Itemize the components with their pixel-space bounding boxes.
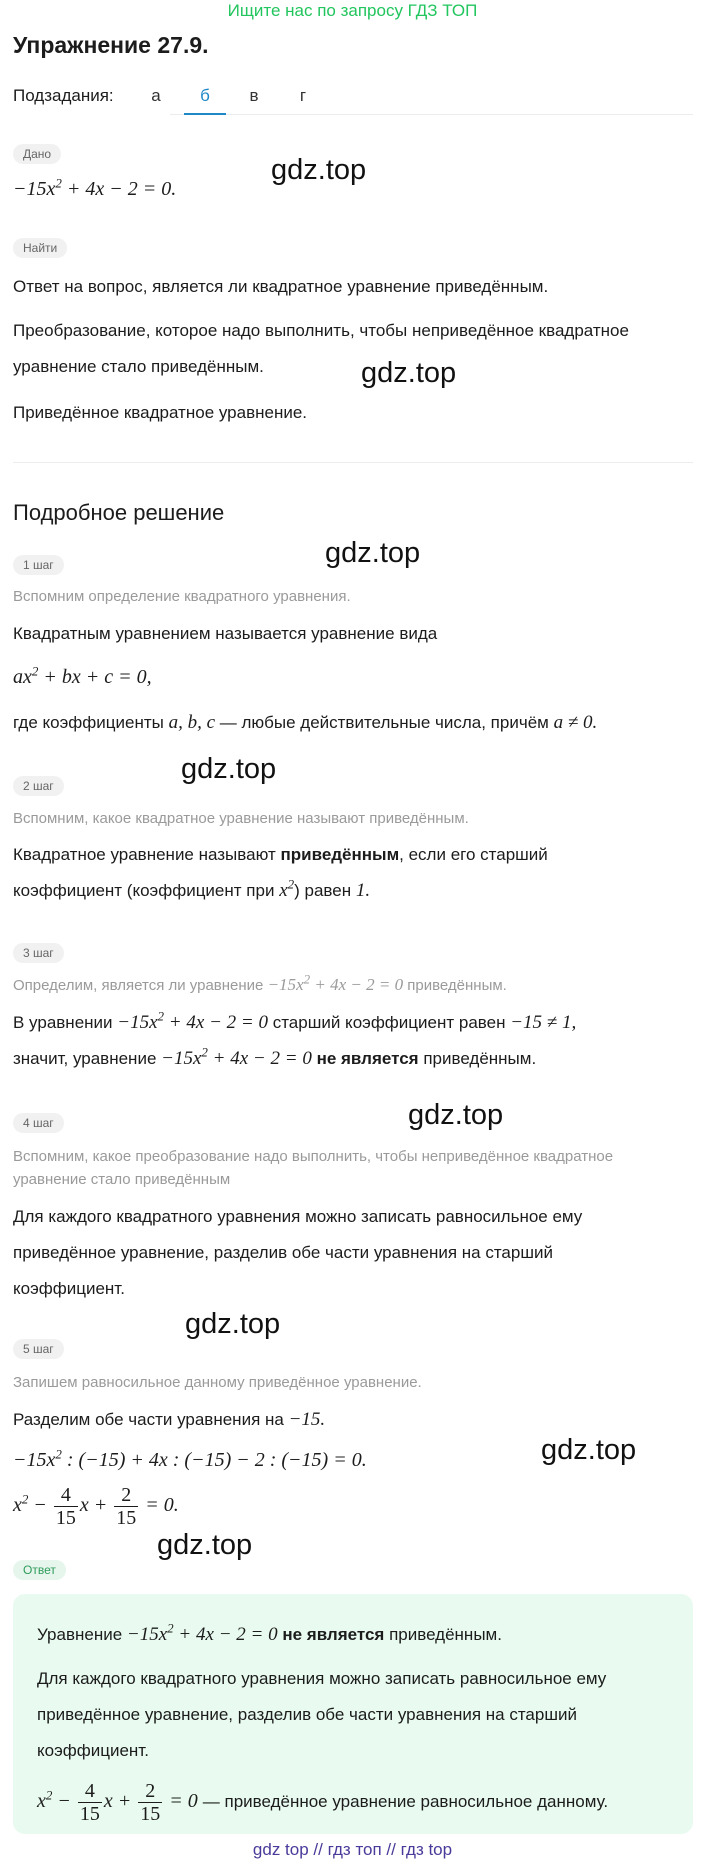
step-3-pill: 3 шаг bbox=[13, 943, 64, 963]
answer-fraction-2-15: $\frac{2}{15}$ bbox=[140, 1780, 161, 1825]
step-5-pill: 5 шаг bbox=[13, 1339, 64, 1359]
step-3-text-b: старший коэффициент равен bbox=[272, 1013, 506, 1032]
step-5-division: $-15x^2$ : (−15) + 4x : (−15) − 2 : (−15) = 0. bbox=[13, 1446, 367, 1471]
page-title: Упражнение 27.9. bbox=[13, 32, 209, 58]
answer-eq: $-15x^2 + 4x - 2 = 0$ bbox=[126, 1620, 278, 1645]
watermark: gdz.top bbox=[541, 1434, 637, 1466]
tab-b[interactable]: б bbox=[200, 86, 210, 105]
step-3-hint-text: Определим, является ли уравнение bbox=[13, 977, 264, 994]
step-3-text-d: приведённым. bbox=[423, 1049, 537, 1068]
subtasks-label: Подзадания: bbox=[13, 86, 114, 105]
step-2-line-2 bbox=[13, 876, 371, 902]
step-2-text-b: , если его старший bbox=[399, 845, 548, 864]
step-1-line-1: Квадратным уравнением называется уравнение вида bbox=[13, 624, 438, 643]
step-1-coeffs: a, b, c bbox=[168, 712, 216, 733]
answer-para-3: коэффициент. bbox=[37, 1741, 149, 1760]
step-3-neq: −15 ≠ 1, bbox=[510, 1012, 577, 1033]
watermark: gdz.top bbox=[271, 154, 367, 186]
step-4-pill: 4 шаг bbox=[13, 1113, 64, 1133]
answer-para-2: приведённое уравнение, разделив обе части уравнения на старший bbox=[37, 1705, 577, 1724]
find-item-1: Ответ на вопрос, является ли квадратное уравнение приведённым. bbox=[13, 277, 549, 296]
top-banner[interactable]: Ищите нас по запросу ГДЗ ТОП bbox=[227, 1, 478, 20]
step-2-text-a: Квадратное уравнение называют bbox=[13, 845, 276, 864]
watermark: gdz.top bbox=[185, 1308, 281, 1340]
step-2-one: 1. bbox=[355, 880, 371, 901]
step-5-hint: Запишем равносильное данному приведённое уравнение. bbox=[13, 1374, 422, 1391]
active-tab-indicator bbox=[184, 113, 226, 115]
answer-text-b: приведённым. bbox=[389, 1625, 502, 1644]
answer-text-a: Уравнение bbox=[37, 1625, 123, 1644]
step-3-hint-math: $-15x^2 + 4x - 2 = 0$ bbox=[267, 971, 404, 994]
step-4-hint-2: уравнение стало приведённым bbox=[13, 1171, 231, 1188]
watermark: gdz.top bbox=[157, 1529, 253, 1561]
step-3-hint bbox=[13, 971, 507, 995]
find-item-3: Приведённое квадратное уравнение. bbox=[13, 403, 308, 422]
step-1-line-2 bbox=[13, 712, 597, 734]
answer-pill: Ответ bbox=[13, 1560, 66, 1580]
step-3-hint-tail: приведённым. bbox=[407, 977, 507, 994]
footer-links[interactable]: gdz top // гдз топ // гдз top bbox=[252, 1840, 453, 1859]
answer-final: $x^2$ − $\frac{4}{15}$ x + $\frac{2}{15}$ = 0 — приведённое уравнение равносильное данному. bbox=[37, 1780, 609, 1825]
watermark: gdz.top bbox=[325, 537, 421, 569]
step-3-text-c: значит, уравнение bbox=[13, 1049, 157, 1068]
step-1-formula: $ax^2$ + bx + c = 0, bbox=[13, 663, 152, 688]
step-2-line-1 bbox=[13, 845, 548, 865]
answer-bold: не является bbox=[282, 1625, 385, 1644]
step-3-text-a: В уравнении bbox=[13, 1013, 113, 1032]
step-1-text-a: где коэффициенты bbox=[13, 713, 164, 732]
step-3-eq: $-15x^2 + 4x - 2 = 0$ bbox=[117, 1008, 268, 1033]
step-2-hint: Вспомним, какое квадратное уравнение называют приведённым. bbox=[13, 810, 469, 827]
fraction-4-15: $\frac{4}{15}$ bbox=[55, 1484, 76, 1529]
step-4-line-3: коэффициент. bbox=[13, 1279, 125, 1298]
solution-title: Подробное решение bbox=[13, 500, 225, 525]
tab-v[interactable]: в bbox=[249, 86, 259, 105]
step-4-line-1: Для каждого квадратного уравнения можно записать равносильное ему bbox=[13, 1207, 583, 1226]
step-4-hint-1: Вспомним, какое преобразование надо выполнить, чтобы неприведённое квадратное bbox=[13, 1148, 614, 1165]
step-5-line-1 bbox=[13, 1409, 325, 1431]
step-2-text-c: коэффициент (коэффициент при bbox=[13, 881, 275, 900]
answer-fraction-4-15: $\frac{4}{15}$ bbox=[79, 1780, 100, 1825]
step-4-line-2: приведённое уравнение, разделив обе части уравнения на старший bbox=[13, 1243, 553, 1262]
watermark: gdz.top bbox=[181, 753, 277, 785]
given-pill: Дано bbox=[13, 144, 61, 164]
find-item-2a: Преобразование, которое надо выполнить, чтобы неприведённое квадратное bbox=[13, 321, 629, 340]
step-3-line-2 bbox=[13, 1044, 537, 1070]
step-5-result: $x^2$ − $\frac{4}{15}$ x + $\frac{2}{15}$ = 0. bbox=[13, 1484, 179, 1529]
section-divider bbox=[13, 462, 693, 463]
step-3-line-1 bbox=[13, 1008, 577, 1034]
answer-final-tail: — приведённое уравнение равносильное данному. bbox=[202, 1792, 609, 1812]
step-5-divisor: −15. bbox=[288, 1409, 326, 1430]
step-5-text-a: Разделим обе части уравнения на bbox=[13, 1410, 284, 1429]
tab-a[interactable]: а bbox=[151, 86, 161, 105]
given-equation: $-15x^2 + 4x - 2 = 0$. bbox=[13, 175, 177, 200]
step-2-pill: 2 шаг bbox=[13, 776, 64, 796]
step-3-eq-2: $-15x^2 + 4x - 2 = 0$ bbox=[161, 1044, 312, 1069]
step-2-bold: приведённым bbox=[280, 845, 400, 864]
tabs-divider bbox=[170, 114, 693, 115]
step-1-text-b: — любые действительные числа, причём bbox=[219, 713, 549, 732]
step-1-hint: Вспомним определение квадратного уравнения. bbox=[13, 588, 351, 605]
answer-line-1 bbox=[37, 1620, 502, 1646]
step-2-x2: $x^2$ bbox=[279, 876, 295, 901]
answer-para-1: Для каждого квадратного уравнения можно записать равносильное ему bbox=[37, 1669, 607, 1688]
find-item-2b: уравнение стало приведённым. bbox=[13, 357, 264, 376]
step-1-condition: a ≠ 0. bbox=[553, 712, 598, 733]
fraction-2-15: $\frac{2}{15}$ bbox=[116, 1484, 137, 1529]
watermark: gdz.top bbox=[361, 357, 457, 389]
find-pill: Найти bbox=[13, 238, 67, 258]
watermark: gdz.top bbox=[408, 1099, 504, 1131]
step-1-pill: 1 шаг bbox=[13, 555, 64, 575]
step-3-bold: не является bbox=[316, 1049, 419, 1068]
tab-g[interactable]: г bbox=[299, 86, 307, 105]
step-2-text-d: ) равен bbox=[294, 881, 352, 900]
